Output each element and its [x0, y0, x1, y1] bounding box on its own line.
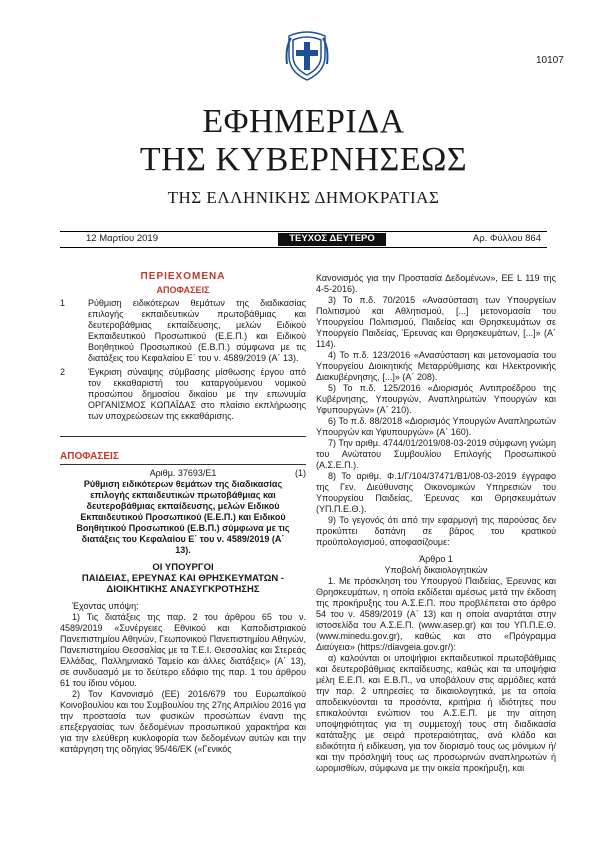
paragraph: 8) Το αριθμ. Φ.1/Γ/104/37471/Β1/08-03-2019 έγγραφο της Γεν. Διεύθυνσης Οικονομικών Υπηρεσιών του Υπουργείου Παιδείας, Έρευνας και Θρησκευμάτων (ΥΠ.Π.Ε.Θ.). — [316, 471, 556, 514]
paragraph: 1) Τις διατάξεις της παρ. 2 του άρθρου 65 του ν. 4589/2019 «Συνέργειες Εθνικού και Καποδιστριακού Πανεπιστημίου Αθηνών, Γεωπονικού Πανεπιστημίου Αθηνών, Πανεπιστημίου Θεσσαλίας με τα Τ.Ε.Ι. Θεσσαλίας και Στερεάς Ελλάδας, Παλλημνιακό Ταμείο και άλλες διατάξεις» (Α΄ 13), σε συνδυασμό με το δεύτερο εδάφιο της παρ. 1 του άρθρου 61 του ίδιου νόμου. — [60, 612, 306, 688]
paragraph: 5) Το π.δ. 125/2016 «Διορισμός Αντιπροέδρου της Κυβέρνησης, Υπουργών, Αναπληρωτών Υπουργών και Υφυπουργών» (Α΄ 210). — [316, 383, 556, 415]
gazette-subtitle: ΤΗΣ ΕΛΛΗΝΙΚΗΣ ΔΗΜΟΚΡΑΤΙΑΣ — [167, 188, 440, 207]
ministers-line3: ΔΙΟΙΚΗΤΙΚΗΣ ΑΝΑΣΥΓΚΡΟΤΗΣΗΣ — [106, 584, 260, 595]
greek-coat-of-arms-icon — [283, 26, 331, 84]
decision-title: Ρύθμιση ειδικότερων θεμάτων της διαδικασίας επιλογής εκπαιδευτικών πρωτοβάθμιας και δευτεροβάθμιας εκπαίδευσης, μελών Ειδικού Εκπαιδευτικού Προσωπικού (Ε.Ε.Π.) και Ειδικού Βοηθητικού Προσωπικού (Ε.Β.Π.) σύμφωνα με τις διατάξεις του Κεφαλαίου Ε΄ του ν. 4589/2019 (Α΄ 13). — [76, 479, 290, 555]
toc-subheading: ΑΠΟΦΑΣΕΙΣ — [156, 285, 210, 295]
decision-ref — [60, 468, 306, 479]
decisions-heading: ΑΠΟΦΑΣΕΙΣ — [60, 451, 119, 462]
ministers-line2: ΠΑΙΔΕΙΑΣ, ΕΡΕΥΝΑΣ ΚΑΙ ΘΡΗΣΚΕΥΜΑΤΩΝ - — [81, 573, 285, 584]
paragraph: 2) Τον Κανονισμό (ΕΕ) 2016/679 του Ευρωπαϊκού Κοινοβουλίου και του Συμβουλίου της 27ης Απριλίου 2016 για την προστασία των φυσικών προσώπων έναντι της επεξεργασίας των δεδομένων προσωπικού χαρακτήρα και για την ελεύθερη κυκλοφορία των δεδομένων αυτών και την κατάργηση της οδηγίας 95/46/ΕΚ («Γενικός — [60, 689, 306, 754]
decision-index: (1) — [295, 468, 306, 478]
article-number: Άρθρο 1 — [419, 554, 453, 564]
toc-item-text: Ρύθμιση ειδικότερων θεμάτων της διαδικασίας επιλογής εκπαιδευτικών πρωτοβάθμιας και δευτεροβάθμιας εκπαίδευσης, μελών Ειδικού Εκπαιδευτικού Προσωπικού (Ε.Ε.Π.) και Ειδικού Βοηθητικού Προσωπικού (Ε.Β.Π.) σύμφωνα με τις διατάξεις του Κεφαλαίου Ε΄ του ν. 4589/2019 (Α΄ 13). — [88, 298, 306, 363]
divider — [60, 436, 306, 437]
paragraph: 4) Το π.δ. 123/2016 «Ανασύσταση και μετονομασία του Υπουργείου Διοικητικής Μεταρρύθμισης και Ηλεκτρονικής Διακυβέρνησης, [...]» (Α΄ 208). — [316, 350, 556, 382]
sheet-number: Αρ. Φύλλου 864 — [472, 233, 541, 244]
paragraph: 7) Την αριθμ. 4744/01/2019/08-03-2019 σύμφωνη γνώμη του Ανώτατου Συμβουλίου Επιλογής Προσωπικού (Α.Σ.Ε.Π.). — [316, 438, 556, 470]
paragraph: 1. Με πρόσκληση του Υπουργού Παιδείας, Έρευνας και Θρησκευμάτων, η οποία εκδίδεται αμέσως μετά την έκδοση της προκήρυξης του Α.Σ.Ε.Π. που προβλέπεται στο άρθρο 54 του ν. 4589/2019 (Α΄ 13) και η οποία αναρτάται στην ιστοσελίδα του Α.Σ.Ε.Π. (www.asep.gr) και του ΥΠ.Π.Ε.Θ. (www.minedu.gov.gr), καθώς και στο «Πρόγραμμα Διαύγεια» (https://diavgeia.gov.gr/): — [316, 576, 556, 652]
toc-item — [60, 298, 306, 364]
gazette-title-line1: ΕΦΗΜΕΡΙΔΑ — [202, 103, 405, 140]
right-column — [316, 273, 556, 774]
article-title: Υποβολή δικαιολογητικών — [384, 565, 488, 575]
left-column — [60, 253, 306, 755]
issue-date: 12 Μαρτίου 2019 — [86, 233, 158, 244]
ministers-line1: ΟΙ ΥΠΟΥΡΓΟΙ — [152, 562, 214, 573]
paragraph: 9) Το γεγονός ότι από την εφαρμογή της παρούσας δεν προκύπτει δαπάνη σε βάρος του κρατικού προϋπολογισμού, αποφασίζουμε: — [316, 515, 556, 547]
toc-item — [60, 367, 306, 422]
toc-item-number: 1 — [60, 298, 66, 308]
paragraph: α) καλούνται οι υποψήφιοι εκπαιδευτικοί πρωτοβάθμιας και δευτεροβάθμιας εκπαίδευσης, καθώς και τα υποψήφια μέλη Ε.Ε.Π. και Ε.Β.Π., να υποβάλουν στις αρμόδιες κατά την παρ. 2 υπηρεσίες τα δικαιολογητικά, με τα οποία αποδεικνύονται τα προσόντα, κριτήρια ή ιδιότητες που επικαλούνται ενώπιον του Α.Σ.Ε.Π. με την αίτηση υποψηφιότητας για τη συμμετοχή τους στη διαδικασία κατάταξης με σειρά προτεραιότητας, ανά κλάδο και ειδικότητα ή ειδίκευση, για τον διορισμό τους ως μόνιμων ή/και την πρόσληψή τους ως προσωρινών αναπληρωτών ή ωρομισθίων, σύμφωνα με την οικεία προκήρυξη, και — [316, 653, 556, 773]
divider — [60, 464, 306, 465]
considering-label: Έχοντας υπόψη: — [72, 601, 139, 611]
toc-heading: ΠΕΡΙΕΧΟΜΕΝΑ — [140, 271, 226, 282]
decision-ref-number: Αριθμ. 37693/Ε1 — [149, 468, 217, 478]
toc-item-number: 2 — [60, 367, 66, 377]
paragraph: 6) Το π.δ. 88/2018 «Διορισμός Υπουργών Αναπληρωτών Υπουργών και Υφυπουργών» (Α΄ 160). — [316, 416, 556, 437]
issue-series: ΤΕΥΧΟΣ ΔΕΥΤΕΡΟ — [278, 233, 386, 246]
paragraph: 3) Το π.δ. 70/2015 «Ανασύσταση των Υπουργείων Πολιτισμού και Αθλητισμού, [...] μετονομασία του Υπουργείου Πολιτισμού, Παιδείας και Θρησκευμάτων σε Υπουργείο Παιδείας, Έρευνας και Θρησκευμάτων, [...]» (Α΄ 114). — [316, 295, 556, 349]
paragraph: Κανονισμός για την Προστασία Δεδομένων», ΕΕ L 119 της 4-5-2016). — [316, 273, 556, 294]
gazette-title-line2: ΤΗΣ ΚΥΒΕΡΝΗΣΕΩΣ — [139, 141, 468, 178]
issue-info-bar — [60, 231, 547, 248]
page-number: 10107 — [536, 55, 564, 66]
toc-item-text: Έγκριση σύναψης σύμβασης μίσθωσης έργου από τον εκκαθαριστή του καταργούμενου νομικού προσώπου δημοσίου δικαίου με την επωνυμία ΟΡΓΑΝΙΣΜΟΣ ΚΩΠΑΪΔΑΣ στο πλαίσιο εκπλήρωσης των υποχρεώσεων της εκκαθάρισης. — [88, 367, 306, 421]
